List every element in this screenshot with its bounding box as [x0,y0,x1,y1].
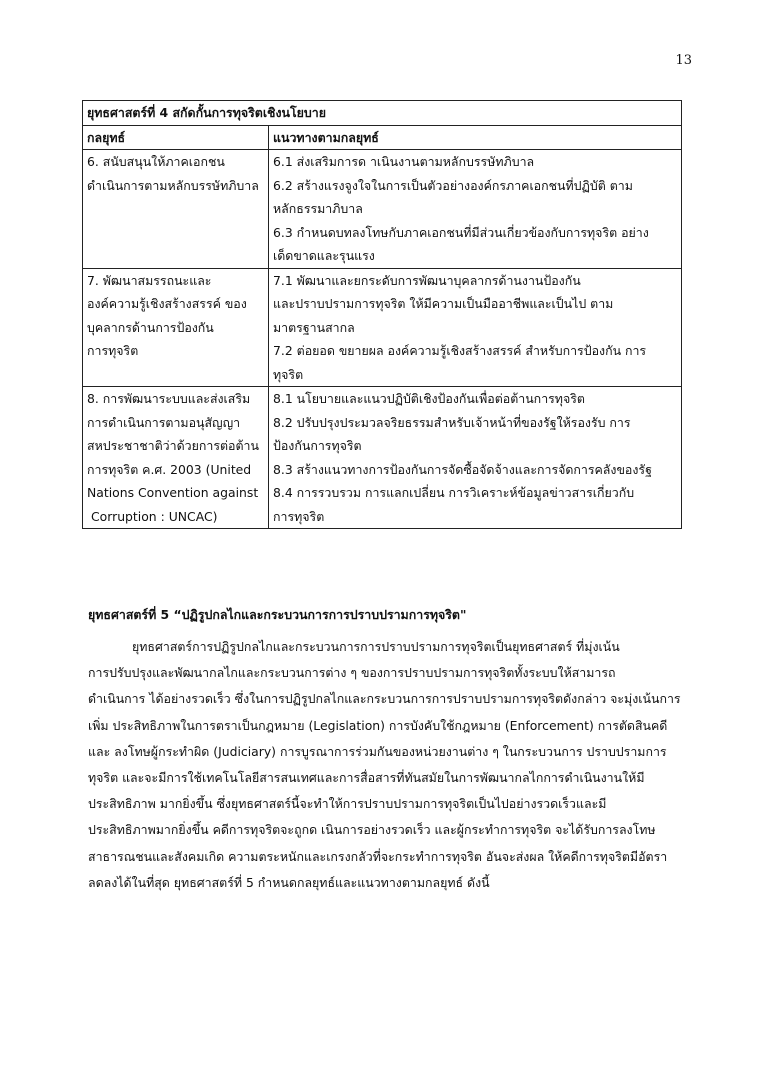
guideline-line: 7.2 ต่อยอด ขยายผล องค์ความรู้เชิงสร้างสรรค์ สำหรับการป้องกัน การ [273,343,647,358]
strategy-cell [83,268,269,387]
section-heading: ยุทธศาสตร์ที่ 5 “ปฏิรูปกลไกและกระบวนการการปราบปรามการทุจริต" [88,607,467,622]
guideline-line: 6.3 กำหนดบทลงโทษกับภาคเอกชนที่มีส่วนเกี่ยวข้องกับการทุจริต อย่าง [273,224,649,240]
table-row [83,150,682,269]
strategy-line: 6. สนับสนุนให้ภาคเอกชน [87,154,225,169]
guideline-cell [269,150,682,269]
strategy-line: Corruption : UNCAC) [91,508,218,524]
guideline-line: 8.4 การรวบรวม การแลกเปลี่ยน การวิเคราะห์ข้อมูลข่าวสารเกี่ยวกับ [273,485,635,500]
table-row [83,268,682,387]
paragraph-line: และ ลงโทษผู้กระทำผิด (Judiciary) การบูรณาการร่วมกันของหน่วยงานต่าง ๆ ในกระบวนการ ปราบปรามการ [88,743,667,759]
paragraph-line: ประสิทธิภาพมากยิ่งขึ้น คดีการทุจริตจะถูกด เนินการอย่างรวดเร็ว และผู้กระทำการทุจริต จะได้รับการลงโทษ [88,822,656,838]
guideline-line: 6.1 ส่งเสริมการด าเนินงานตามหลักบรรษัทภิบาล [273,154,535,169]
guideline-line: และปราบปรามการทุจริต ให้มีความเป็นมืออาชีพและเป็นไป ตาม [273,296,614,311]
guideline-line: 7.1 พัฒนาและยกระดับการพัฒนาบุคลากรด้านงานป้องกัน [273,272,581,288]
guideline-line: 8.2 ปรับปรุงประมวลจริยธรรมสำหรับเจ้าหน้าที่ของรัฐให้รองรับ การ [273,414,631,430]
strategy-line: องค์ความรู้เชิงสร้างสรรค์ ของ [87,296,247,311]
guideline-line: 6.2 สร้างแรงจูงใจในการเป็นตัวอย่างองค์กรภาคเอกชนที่ปฏิบัติ ตาม [273,177,633,193]
strategy-line: ดำเนินการตามหลักบรรษัทภิบาล [87,177,259,193]
guideline-line: ป้องกันการทุจริต [273,438,362,453]
strategy-line: สหประชาชาติว่าด้วยการต่อต้าน [87,438,259,453]
column-header-guideline: แนวทางตามกลยุทธ์ [269,125,682,150]
paragraph-line: ทุจริต และจะมีการใช้เทคโนโลยีสารสนเทศและการสื่อสารที่ทันสมัยในการพัฒนากลไกการดำเนินงานให้มี [88,770,645,786]
strategy-line: การทุจริต ค.ศ. 2003 (United [87,461,252,477]
body-paragraph [88,634,688,896]
paragraph-line: สาธารณชนและสังคมเกิด ความตระหนักและเกรงกลัวที่จะกระทำการทุจริต อันจะส่งผล ให้คดีการทุจริตมีอัตรา [88,848,668,864]
paragraph-line: เพิ่ม ประสิทธิภาพในการตราเป็นกฎหมาย (Legislation) การบังคับใช้กฎหมาย (Enforcement) การตัดสินคดี [88,717,668,733]
strategy-line: Nations Convention against [87,485,259,500]
guideline-cell [269,268,682,387]
strategy-line: 7. พัฒนาสมรรถนะและ [87,272,212,288]
guideline-line: 8.1 นโยบายและแนวปฏิบัติเชิงป้องกันเพื่อต่อต้านการทุจริต [273,391,585,406]
page-number: 13 [675,53,692,68]
strategy-line: การดำเนินการตามอนุสัญญา [87,414,241,430]
guideline-line: เด็ดขาดและรุนแรง [273,248,375,263]
paragraph-line: ยุทธศาสตร์การปฏิรูปกลไกและกระบวนการการปราบปรามการทุจริตเป็นยุทธศาสตร์ ที่มุ่งเน้น [132,639,620,654]
guideline-cell [269,387,682,529]
strategy-line: 8. การพัฒนาระบบและส่งเสริม [87,391,251,406]
strategy-cell [83,387,269,529]
table-title: ยุทธศาสตร์ที่ 4 สกัดกั้นการทุจริตเชิงนโยบาย [83,101,682,126]
guideline-line: การทุจริต [273,508,325,524]
guideline-line: ทุจริต [273,366,304,382]
column-header-strategy: กลยุทธ์ [83,125,269,150]
table-header-row [83,125,682,150]
paragraph-line: ดำเนินการ ได้อย่างรวดเร็ว ซึ่งในการปฏิรูปกลไกและกระบวนการการปราบปรามการทุจริตดังกล่าว จะมุ่งเน้นการ [88,691,681,707]
guideline-line: มาตรฐานสากล [273,319,355,335]
paragraph-line: ประสิทธิภาพ มากยิ่งขึ้น ซึ่งยุทธศาสตร์นี้จะทำให้การปราบปรามการทุจริตเป็นไปอย่างรวดเร็วและมี [88,796,607,812]
strategy-line: การทุจริต [87,343,139,358]
table-row [83,387,682,529]
strategy-cell [83,150,269,269]
strategy-line: บุคลากรด้านการป้องกัน [87,319,214,335]
guideline-line: หลักธรรมาภิบาล [273,201,363,216]
paragraph-line: การปรับปรุงและพัฒนากลไกและกระบวนการต่าง ๆ ของการปราบปรามการทุจริตทั้งระบบให้สามารถ [88,665,616,681]
table-title-row [83,101,682,126]
guideline-line: 8.3 สร้างแนวทางการป้องกันการจัดซื้อจัดจ้างและการจัดการคลังของรัฐ [273,461,652,477]
strategy-table [82,100,682,529]
paragraph-line: ลดลงได้ในที่สุด ยุทธศาสตร์ที่ 5 กำหนดกลยุทธ์และแนวทางตามกลยุทธ์ ดังนี้ [88,874,490,890]
